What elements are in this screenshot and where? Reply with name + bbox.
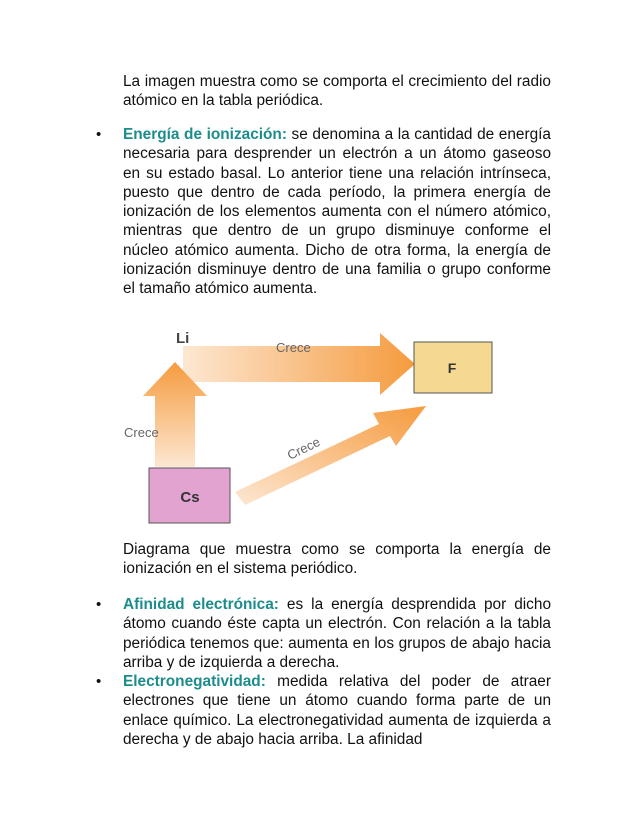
electroneg-paragraph (123, 672, 551, 749)
ionization-text: se denomina a la cantidad de energía necesaria para desprender un electrón a un átomo gaseoso en su estado basal. Lo anterior tiene una relación intrínseca, puesto que dentro de cada período, la primera energía de ionización de los elementos aumenta con el número atómico, mientras que dentro de un grupo disminuye conforme el núcleo atómico aumenta. Dicho de otra forma, la energía de ionización disminuye dentro de una familia o grupo conforme el tamaño atómico aumenta. (123, 126, 551, 298)
crece-label-left: Crece (124, 425, 159, 440)
ionization-term: Energía de ionización: (123, 126, 287, 143)
ionization-diagram (118, 326, 498, 526)
electroneg-term: Electronegatividad: (123, 673, 266, 690)
arrow-diagonal (235, 406, 426, 505)
bullet-affinity: • (96, 596, 102, 613)
crece-label-top: Crece (276, 340, 311, 355)
element-label-cs: Cs (180, 489, 200, 506)
affinity-term: Afinidad electrónica: (123, 596, 279, 613)
element-label-li: Li (176, 330, 190, 347)
electroneg-text: medida relativa del poder de atraer electrones que tiene un átomo cuando forma parte de un enlace químico. La electronegatividad aumenta de izquierda a derecha y de abajo hacia arriba. La afinidad (123, 673, 551, 748)
crece-label-diagonal: Crece (284, 434, 323, 463)
diagram-caption: Diagrama que muestra como se comporta la energía de ionización en el sistema periódico. (123, 541, 551, 578)
bullet-ionization: • (96, 126, 102, 143)
affinity-text: es la energía desprendida por dicho átomo cuando éste capta un electrón. Con relación a la tabla periódica tenemos que: aumenta en los grupos de abajo hacia arriba y de izquierda a derecha. (123, 596, 551, 671)
element-label-f: F (447, 360, 457, 376)
intro-paragraph: La imagen muestra como se comporta el crecimiento del radio atómico en la tabla periódica. (123, 73, 551, 110)
bullet-electroneg: • (96, 673, 102, 690)
affinity-paragraph (123, 595, 551, 672)
ionization-paragraph (123, 125, 551, 299)
